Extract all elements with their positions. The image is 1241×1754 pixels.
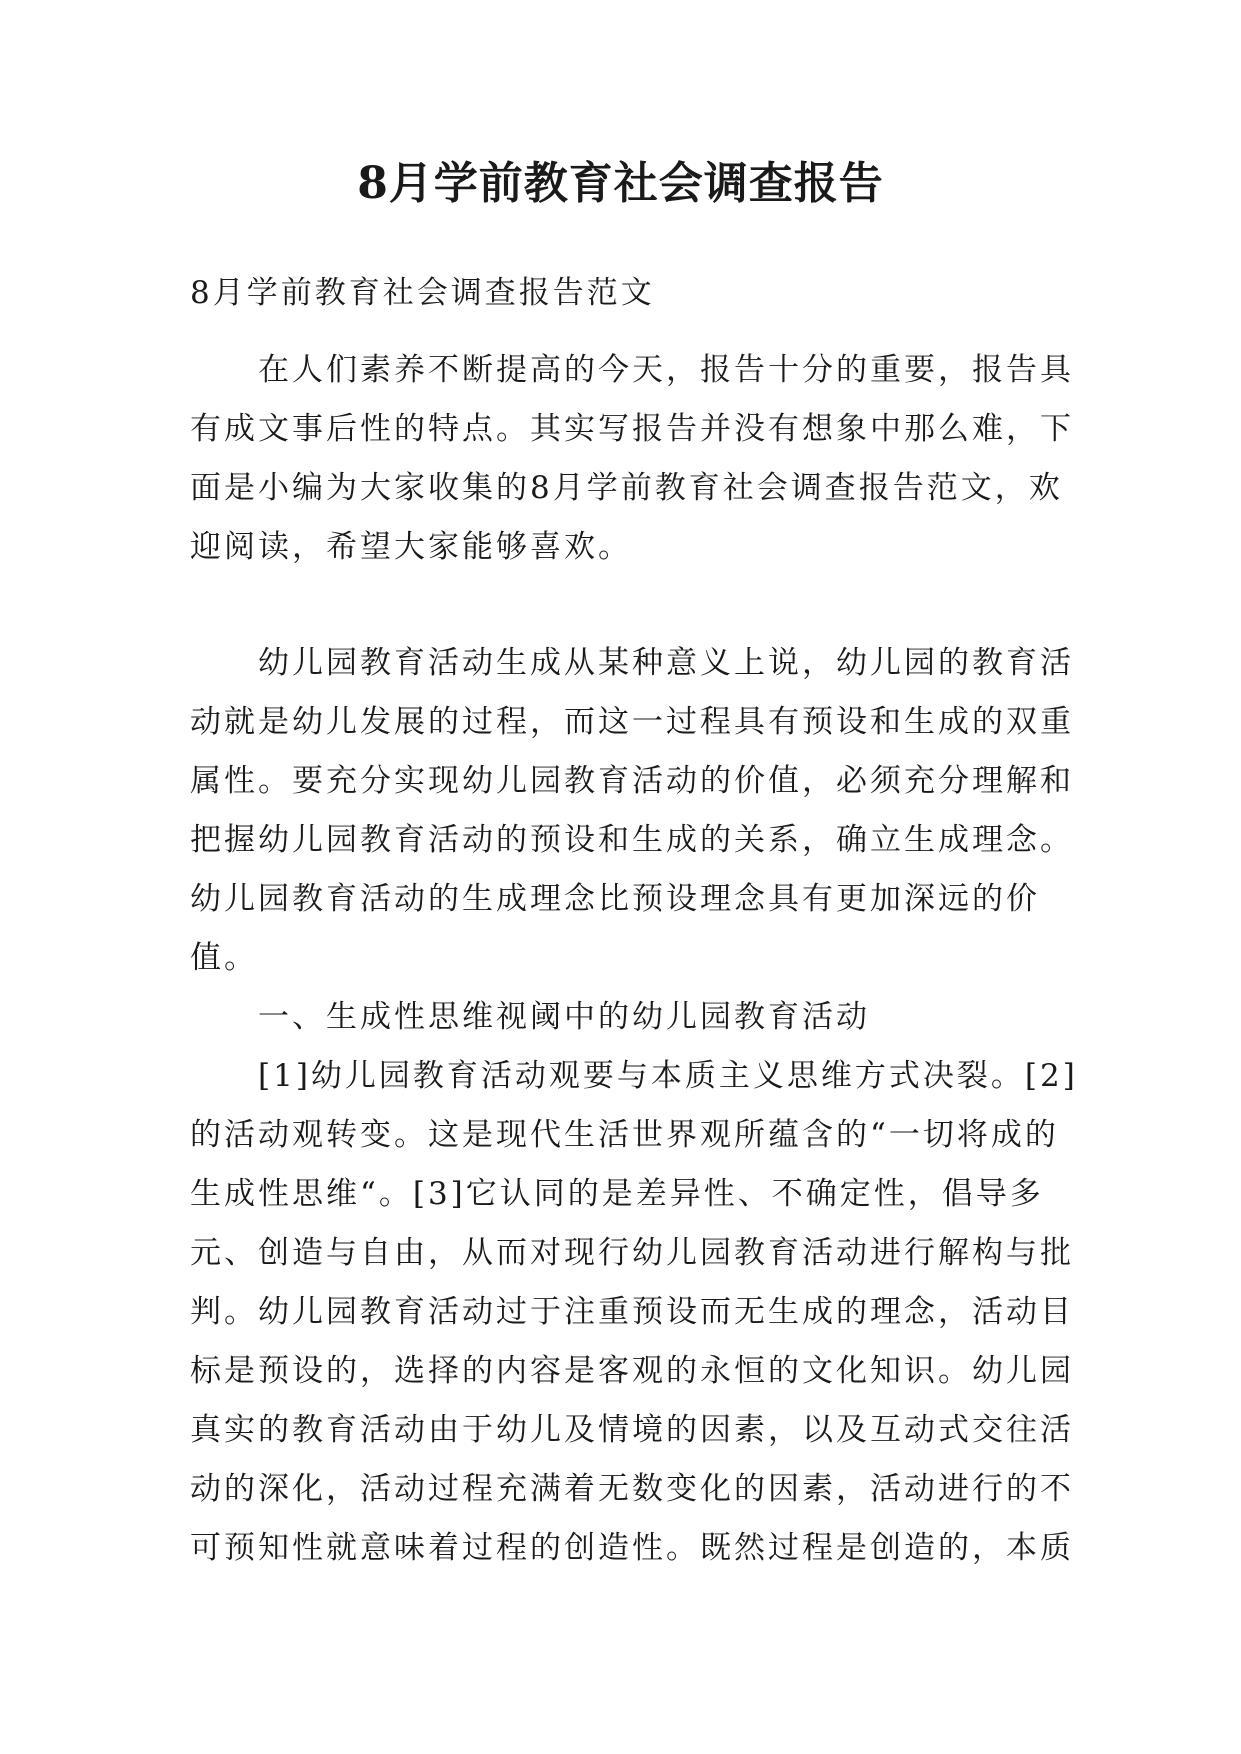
text-line: 有成文事后性的特点。其实写报告并没有想象中那么难，下 xyxy=(190,411,1074,447)
text-line: 面是小编为大家收集的8月学前教育社会调查报告范文，欢 xyxy=(190,470,1063,506)
document-subtitle xyxy=(190,264,1070,323)
text-line: 标是预设的，选择的内容是客观的永恒的文化知识。幼儿园 xyxy=(190,1353,1074,1389)
text-line: 属性。要充分实现幼儿园教育活动的价值，必须充分理解和 xyxy=(190,763,1074,799)
main-content xyxy=(190,634,1078,1578)
text-line: 的活动观转变。这是现代生活世界观所蕴含的“一切将成的 xyxy=(190,1117,1059,1153)
text-line: 真实的教育活动由于幼儿及情境的因素，以及互动式交往活 xyxy=(190,1412,1074,1448)
text-line: 生成性思维“。[3]它认同的是差异性、不确定性，倡导多 xyxy=(190,1176,1044,1212)
text-line: 判。幼儿园教育活动过于注重预设而无生成的理念，活动目 xyxy=(190,1294,1074,1330)
subtitle-line: 8月学前教育社会调查报告范文 xyxy=(190,275,655,311)
text-line: 值。 xyxy=(190,940,258,976)
intro-paragraph xyxy=(190,341,1074,577)
text-line: 动的深化，活动过程充满着无数变化的因素，活动进行的不 xyxy=(190,1471,1074,1507)
text-line: 可预知性就意味着过程的创造性。既然过程是创造的，本质 xyxy=(190,1530,1074,1566)
text-line: 元、创造与自由，从而对现行幼儿园教育活动进行解构与批 xyxy=(190,1235,1074,1271)
text-line: 把握幼儿园教育活动的预设和生成的关系，确立生成理念。 xyxy=(190,822,1074,858)
document-title: 8月学前教育社会调查报告 xyxy=(357,158,884,209)
text-line: 幼儿园教育活动生成从某种意义上说，幼儿园的教育活 xyxy=(258,645,1074,681)
text-line: [1]幼儿园教育活动观要与本质主义思维方式决裂。[2] xyxy=(258,1058,1078,1094)
text-line: 在人们素养不断提高的今天，报告十分的重要，报告具 xyxy=(258,352,1074,388)
text-line: 幼儿园教育活动的生成理念比预设理念具有更加深远的价 xyxy=(190,881,1040,917)
text-line: 动就是幼儿发展的过程，而这一过程具有预设和生成的双重 xyxy=(190,704,1074,740)
text-line: 迎阅读，希望大家能够喜欢。 xyxy=(190,529,632,565)
section-heading: 一、生成性思维视阈中的幼儿园教育活动 xyxy=(258,999,870,1035)
